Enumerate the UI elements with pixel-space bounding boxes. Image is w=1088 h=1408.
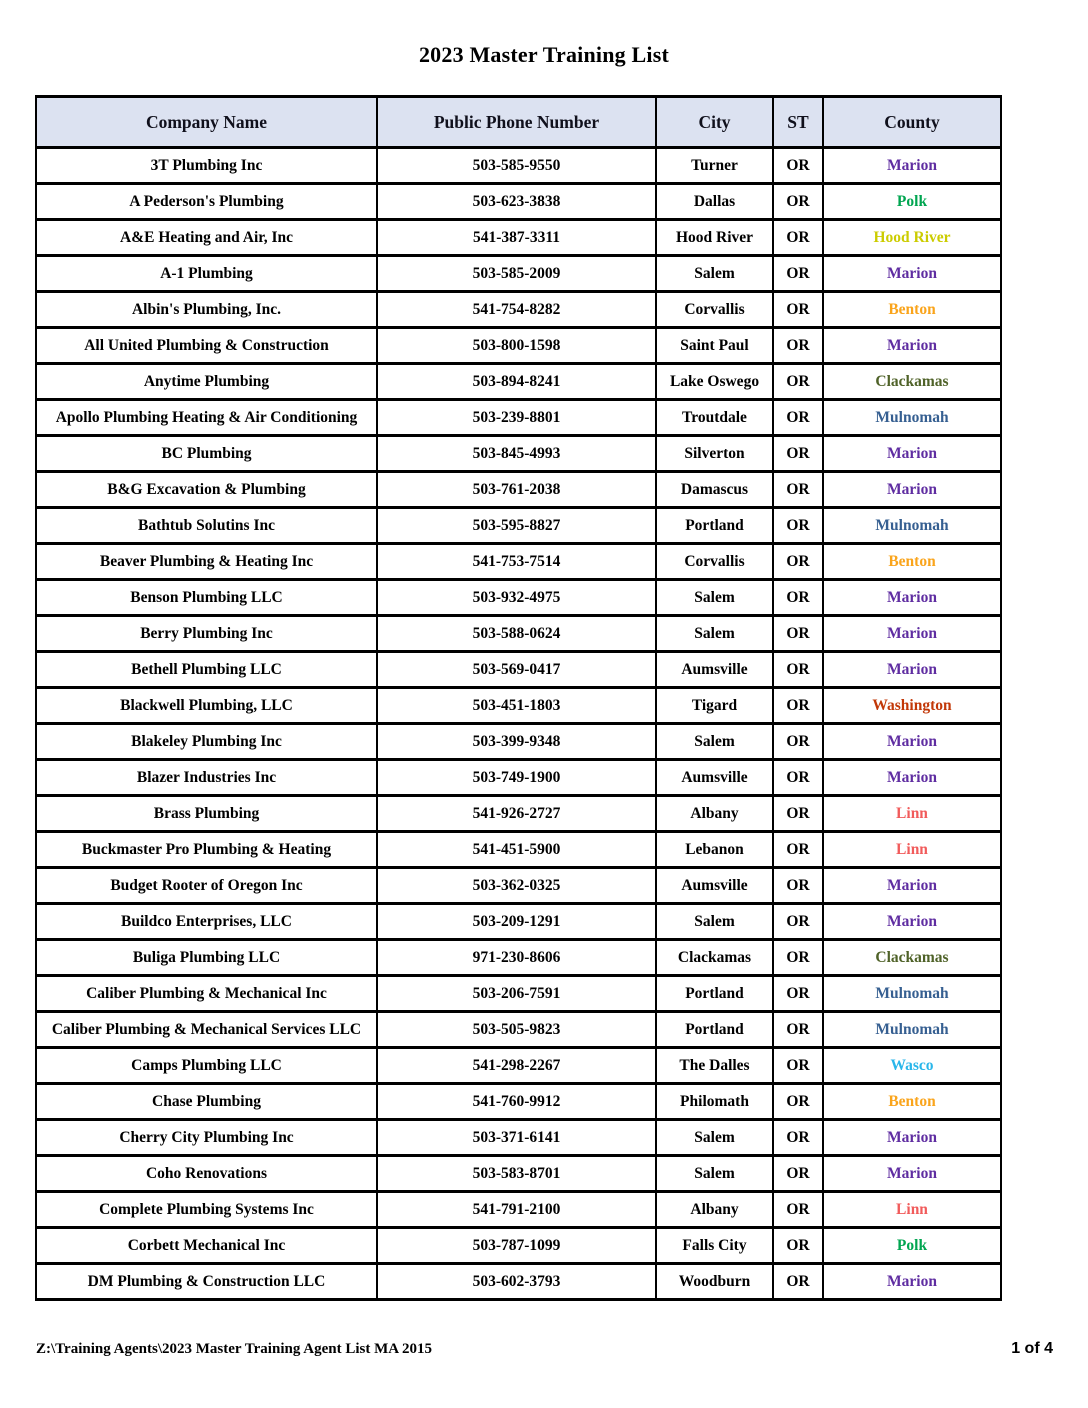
cell-county: Marion [823, 616, 1001, 652]
cell-county: Marion [823, 256, 1001, 292]
cell-state: OR [773, 760, 823, 796]
cell-company-name: Blazer Industries Inc [36, 760, 377, 796]
cell-city: Albany [656, 1192, 773, 1228]
cell-phone-number: 541-754-8282 [377, 292, 656, 328]
cell-city: Salem [656, 256, 773, 292]
table-row [36, 328, 1001, 364]
cell-state: OR [773, 472, 823, 508]
table-row [36, 472, 1001, 508]
table-row [36, 1012, 1001, 1048]
cell-state: OR [773, 688, 823, 724]
table-row [36, 904, 1001, 940]
table-row [36, 1192, 1001, 1228]
cell-county: Hood River [823, 220, 1001, 256]
cell-phone-number: 503-206-7591 [377, 976, 656, 1012]
cell-city: Salem [656, 616, 773, 652]
cell-city: Salem [656, 1120, 773, 1156]
cell-phone-number: 541-387-3311 [377, 220, 656, 256]
cell-phone-number: 503-800-1598 [377, 328, 656, 364]
cell-state: OR [773, 148, 823, 184]
table-row [36, 256, 1001, 292]
cell-phone-number: 541-926-2727 [377, 796, 656, 832]
cell-city: Lebanon [656, 832, 773, 868]
cell-city: Salem [656, 1156, 773, 1192]
column-header: City [656, 97, 773, 148]
table-row [36, 184, 1001, 220]
table-row [36, 292, 1001, 328]
cell-county: Linn [823, 832, 1001, 868]
cell-county: Benton [823, 544, 1001, 580]
cell-state: OR [773, 868, 823, 904]
cell-company-name: B&G Excavation & Plumbing [36, 472, 377, 508]
cell-city: Portland [656, 976, 773, 1012]
cell-company-name: Budget Rooter of Oregon Inc [36, 868, 377, 904]
cell-company-name: Caliber Plumbing & Mechanical Inc [36, 976, 377, 1012]
cell-county: Marion [823, 868, 1001, 904]
table-row [36, 1048, 1001, 1084]
cell-company-name: Camps Plumbing LLC [36, 1048, 377, 1084]
cell-phone-number: 503-505-9823 [377, 1012, 656, 1048]
table-row [36, 436, 1001, 472]
cell-company-name: Chase Plumbing [36, 1084, 377, 1120]
cell-county: Marion [823, 1120, 1001, 1156]
cell-state: OR [773, 1156, 823, 1192]
cell-company-name: Bathtub Solutins Inc [36, 508, 377, 544]
cell-city: Dallas [656, 184, 773, 220]
cell-company-name: Complete Plumbing Systems Inc [36, 1192, 377, 1228]
cell-state: OR [773, 976, 823, 1012]
cell-company-name: Apollo Plumbing Heating & Air Conditioning [36, 400, 377, 436]
cell-city: Tigard [656, 688, 773, 724]
cell-phone-number: 503-761-2038 [377, 472, 656, 508]
cell-phone-number: 503-362-0325 [377, 868, 656, 904]
cell-city: Clackamas [656, 940, 773, 976]
cell-company-name: BC Plumbing [36, 436, 377, 472]
cell-city: Saint Paul [656, 328, 773, 364]
table-row [36, 364, 1001, 400]
cell-phone-number: 503-588-0624 [377, 616, 656, 652]
cell-company-name: Berry Plumbing Inc [36, 616, 377, 652]
cell-phone-number: 541-753-7514 [377, 544, 656, 580]
cell-state: OR [773, 904, 823, 940]
cell-city: Corvallis [656, 292, 773, 328]
cell-city: Woodburn [656, 1264, 773, 1300]
cell-county: Wasco [823, 1048, 1001, 1084]
table-header-row [36, 97, 1001, 148]
cell-state: OR [773, 220, 823, 256]
cell-phone-number: 503-623-3838 [377, 184, 656, 220]
cell-company-name: 3T Plumbing Inc [36, 148, 377, 184]
cell-county: Marion [823, 652, 1001, 688]
cell-company-name: Blakeley Plumbing Inc [36, 724, 377, 760]
cell-phone-number: 503-932-4975 [377, 580, 656, 616]
cell-phone-number: 541-298-2267 [377, 1048, 656, 1084]
cell-city: Portland [656, 508, 773, 544]
cell-state: OR [773, 616, 823, 652]
cell-company-name: All United Plumbing & Construction [36, 328, 377, 364]
cell-city: The Dalles [656, 1048, 773, 1084]
cell-city: Albany [656, 796, 773, 832]
column-header: Public Phone Number [377, 97, 656, 148]
table-row [36, 1120, 1001, 1156]
table-row [36, 544, 1001, 580]
cell-state: OR [773, 724, 823, 760]
table-row [36, 580, 1001, 616]
cell-city: Hood River [656, 220, 773, 256]
cell-phone-number: 503-894-8241 [377, 364, 656, 400]
cell-phone-number: 541-760-9912 [377, 1084, 656, 1120]
table-row [36, 868, 1001, 904]
table-row [36, 760, 1001, 796]
table-row [36, 400, 1001, 436]
cell-county: Mulnomah [823, 976, 1001, 1012]
footer-file-path: Z:\Training Agents\2023 Master Training Agent List MA 2015 [36, 1341, 432, 1357]
cell-phone-number: 503-585-2009 [377, 256, 656, 292]
column-header: Company Name [36, 97, 377, 148]
cell-state: OR [773, 940, 823, 976]
cell-state: OR [773, 1084, 823, 1120]
cell-company-name: Buckmaster Pro Plumbing & Heating [36, 832, 377, 868]
cell-state: OR [773, 508, 823, 544]
cell-company-name: Coho Renovations [36, 1156, 377, 1192]
cell-phone-number: 503-595-8827 [377, 508, 656, 544]
cell-county: Marion [823, 1156, 1001, 1192]
cell-company-name: Buliga Plumbing LLC [36, 940, 377, 976]
table-row [36, 1156, 1001, 1192]
cell-company-name: A-1 Plumbing [36, 256, 377, 292]
cell-county: Marion [823, 472, 1001, 508]
cell-county: Benton [823, 292, 1001, 328]
cell-company-name: Benson Plumbing LLC [36, 580, 377, 616]
cell-county: Mulnomah [823, 400, 1001, 436]
cell-county: Polk [823, 184, 1001, 220]
table-row [36, 652, 1001, 688]
training-list-table [35, 95, 1002, 1301]
cell-phone-number: 503-209-1291 [377, 904, 656, 940]
cell-city: Silverton [656, 436, 773, 472]
table-row [36, 796, 1001, 832]
cell-company-name: Brass Plumbing [36, 796, 377, 832]
table-row [36, 832, 1001, 868]
cell-phone-number: 503-602-3793 [377, 1264, 656, 1300]
page-number: 1 of 4 [1011, 1340, 1053, 1357]
cell-state: OR [773, 1012, 823, 1048]
cell-state: OR [773, 436, 823, 472]
cell-state: OR [773, 1264, 823, 1300]
column-header: County [823, 97, 1001, 148]
cell-phone-number: 503-371-6141 [377, 1120, 656, 1156]
table-row [36, 148, 1001, 184]
page-footer [36, 1340, 1053, 1358]
cell-phone-number: 503-451-1803 [377, 688, 656, 724]
cell-state: OR [773, 652, 823, 688]
cell-company-name: Bethell Plumbing LLC [36, 652, 377, 688]
cell-city: Aumsville [656, 652, 773, 688]
cell-city: Falls City [656, 1228, 773, 1264]
cell-state: OR [773, 796, 823, 832]
cell-city: Aumsville [656, 868, 773, 904]
cell-county: Benton [823, 1084, 1001, 1120]
cell-county: Marion [823, 436, 1001, 472]
table-row [36, 616, 1001, 652]
cell-company-name: Anytime Plumbing [36, 364, 377, 400]
table-row [36, 688, 1001, 724]
cell-company-name: DM Plumbing & Construction LLC [36, 1264, 377, 1300]
cell-company-name: Blackwell Plumbing, LLC [36, 688, 377, 724]
cell-city: Damascus [656, 472, 773, 508]
cell-company-name: A Pederson's Plumbing [36, 184, 377, 220]
cell-company-name: Buildco Enterprises, LLC [36, 904, 377, 940]
table-row [36, 1084, 1001, 1120]
cell-phone-number: 541-791-2100 [377, 1192, 656, 1228]
cell-county: Linn [823, 796, 1001, 832]
cell-state: OR [773, 544, 823, 580]
cell-city: Salem [656, 904, 773, 940]
table-row [36, 724, 1001, 760]
cell-state: OR [773, 184, 823, 220]
table-row [36, 1228, 1001, 1264]
cell-state: OR [773, 292, 823, 328]
table-row [36, 220, 1001, 256]
cell-state: OR [773, 1048, 823, 1084]
cell-county: Clackamas [823, 940, 1001, 976]
cell-phone-number: 503-569-0417 [377, 652, 656, 688]
cell-phone-number: 503-585-9550 [377, 148, 656, 184]
cell-company-name: Beaver Plumbing & Heating Inc [36, 544, 377, 580]
table-row [36, 940, 1001, 976]
cell-company-name: A&E Heating and Air, Inc [36, 220, 377, 256]
cell-city: Portland [656, 1012, 773, 1048]
cell-county: Polk [823, 1228, 1001, 1264]
cell-county: Marion [823, 1264, 1001, 1300]
cell-county: Marion [823, 328, 1001, 364]
cell-county: Mulnomah [823, 1012, 1001, 1048]
cell-state: OR [773, 1192, 823, 1228]
cell-phone-number: 503-787-1099 [377, 1228, 656, 1264]
cell-phone-number: 503-239-8801 [377, 400, 656, 436]
cell-state: OR [773, 580, 823, 616]
cell-phone-number: 503-749-1900 [377, 760, 656, 796]
cell-county: Marion [823, 760, 1001, 796]
cell-county: Clackamas [823, 364, 1001, 400]
cell-state: OR [773, 1228, 823, 1264]
cell-company-name: Cherry City Plumbing Inc [36, 1120, 377, 1156]
cell-state: OR [773, 328, 823, 364]
column-header: ST [773, 97, 823, 148]
table-row [36, 976, 1001, 1012]
cell-county: Marion [823, 904, 1001, 940]
cell-city: Corvallis [656, 544, 773, 580]
table-row [36, 508, 1001, 544]
cell-county: Mulnomah [823, 508, 1001, 544]
cell-city: Philomath [656, 1084, 773, 1120]
cell-city: Lake Oswego [656, 364, 773, 400]
cell-company-name: Corbett Mechanical Inc [36, 1228, 377, 1264]
cell-county: Washington [823, 688, 1001, 724]
cell-county: Marion [823, 148, 1001, 184]
cell-company-name: Albin's Plumbing, Inc. [36, 292, 377, 328]
cell-county: Linn [823, 1192, 1001, 1228]
cell-state: OR [773, 256, 823, 292]
cell-county: Marion [823, 580, 1001, 616]
cell-phone-number: 503-399-9348 [377, 724, 656, 760]
cell-city: Salem [656, 724, 773, 760]
cell-phone-number: 503-845-4993 [377, 436, 656, 472]
cell-city: Turner [656, 148, 773, 184]
cell-county: Marion [823, 724, 1001, 760]
cell-phone-number: 503-583-8701 [377, 1156, 656, 1192]
cell-state: OR [773, 400, 823, 436]
cell-city: Aumsville [656, 760, 773, 796]
cell-state: OR [773, 364, 823, 400]
cell-state: OR [773, 832, 823, 868]
cell-city: Troutdale [656, 400, 773, 436]
cell-city: Salem [656, 580, 773, 616]
cell-phone-number: 971-230-8606 [377, 940, 656, 976]
cell-company-name: Caliber Plumbing & Mechanical Services LLC [36, 1012, 377, 1048]
cell-state: OR [773, 1120, 823, 1156]
table-row [36, 1264, 1001, 1300]
page-title: 2023 Master Training List [418, 42, 670, 67]
cell-phone-number: 541-451-5900 [377, 832, 656, 868]
